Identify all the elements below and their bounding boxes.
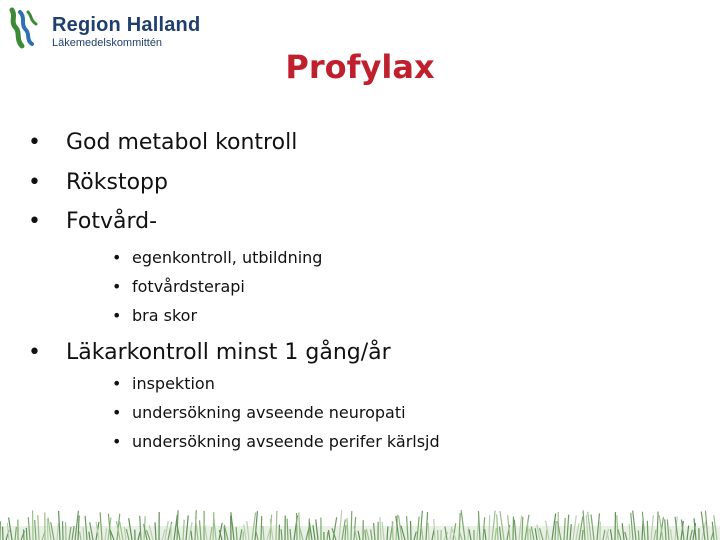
bullet-icon: • [28,170,41,195]
bullet-item [28,130,297,155]
bullet-item [28,209,157,234]
sub-bullet-item [112,403,406,422]
bullet-icon: • [112,403,122,422]
bullet-text: egenkontroll, utbildning [132,248,323,267]
bullet-icon: • [112,248,122,267]
sub-bullet-item [112,432,440,451]
logo-name: Region Halland [52,14,201,36]
slide-title-text: Profylax [285,48,435,86]
bullet-item [28,170,168,195]
sub-bullet-item [112,306,197,325]
bullet-icon: • [28,340,41,365]
bullet-item [28,340,391,365]
grass-footer-icon [0,506,720,540]
bullet-text: undersökning avseende perifer kärlsjd [132,432,440,451]
bullet-text: fotvårdsterapi [132,277,245,296]
bullet-icon: • [28,209,41,234]
bullet-icon: • [112,374,122,393]
bullet-icon: • [28,130,41,155]
bullet-text: Rökstopp [66,170,168,195]
bullet-icon: • [112,277,122,296]
bullet-text: undersökning avseende neuropati [132,403,406,422]
bullet-text: bra skor [132,306,198,325]
sub-bullet-item [112,248,322,267]
sub-bullet-item [112,374,215,393]
bullet-icon: • [112,306,122,325]
bullet-text: God metabol kontroll [66,130,298,155]
sub-bullet-item [112,277,245,296]
bullet-text: Fotvård- [66,209,158,234]
bullet-text: inspektion [132,374,215,393]
bullet-icon: • [112,432,122,451]
bullet-text: Läkarkontroll minst 1 gång/år [66,340,391,365]
logo-subtitle: Läkemedelskommittén [52,37,163,49]
